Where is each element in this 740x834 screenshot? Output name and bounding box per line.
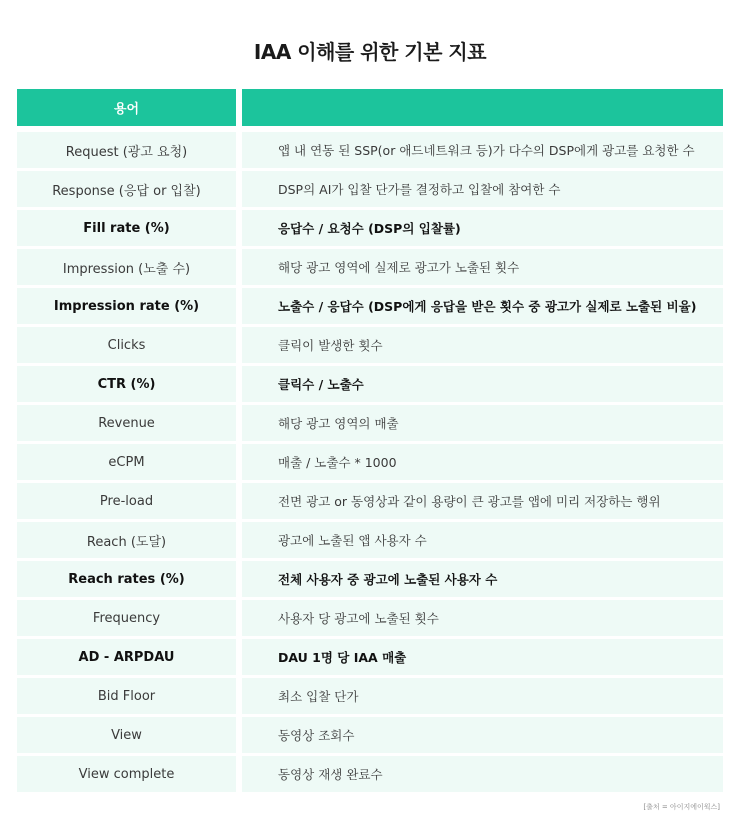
description-cell: 해당 광고 영역의 매출 [242,405,723,441]
header-term: 용어 [17,89,236,126]
description-cell: DAU 1명 당 IAA 매출 [242,639,723,675]
term-cell: Frequency [17,600,236,636]
description-cell: 전체 사용자 중 광고에 노출된 사용자 수 [242,561,723,597]
term-cell: View [17,717,236,753]
description-cell: 노출수 / 응답수 (DSP에게 응답을 받은 횟수 중 광고가 실제로 노출된 비율) [242,288,723,324]
description-cell: DSP의 AI가 입찰 단가를 결정하고 입찰에 참여한 수 [242,171,723,207]
table-row [17,249,723,285]
table-row [17,600,723,636]
description-cell: 앱 내 연동 된 SSP(or 애드네트워크 등)가 다수의 DSP에게 광고를 요청한 수 [242,132,723,168]
table-row [17,483,723,519]
header-description [242,89,723,126]
term-cell: Response (응답 or 입찰) [17,171,236,207]
table-row [17,717,723,753]
table-row [17,639,723,675]
table-row [17,327,723,363]
term-cell: Fill rate (%) [17,210,236,246]
term-cell: AD - ARPDAU [17,639,236,675]
table-row [17,171,723,207]
table-row [17,678,723,714]
term-cell: Pre-load [17,483,236,519]
table-row [17,444,723,480]
description-cell: 클릭이 발생한 횟수 [242,327,723,363]
term-cell: Reach (도달) [17,522,236,558]
description-cell: 클릭수 / 노출수 [242,366,723,402]
term-cell: eCPM [17,444,236,480]
page-title: IAA 이해를 위한 기본 지표 [253,40,487,64]
term-cell: Bid Floor [17,678,236,714]
term-cell: CTR (%) [17,366,236,402]
description-cell: 해당 광고 영역에 실제로 광고가 노출된 횟수 [242,249,723,285]
description-cell: 최소 입찰 단가 [242,678,723,714]
term-cell: Reach rates (%) [17,561,236,597]
table-row [17,210,723,246]
term-cell: Impression (노출 수) [17,249,236,285]
description-cell: 사용자 당 광고에 노출된 횟수 [242,600,723,636]
table-row [17,561,723,597]
term-cell: View complete [17,756,236,792]
table-header [17,89,723,126]
term-cell: Revenue [17,405,236,441]
table-row [17,756,723,792]
table-row [17,405,723,441]
description-cell: 동영상 재생 완료수 [242,756,723,792]
term-cell: Request (광고 요청) [17,132,236,168]
table-row [17,366,723,402]
description-cell: 광고에 노출된 앱 사용자 수 [242,522,723,558]
description-cell: 전면 광고 or 동영상과 같이 용량이 큰 광고를 앱에 미리 저장하는 행위 [242,483,723,519]
table-row [17,522,723,558]
term-cell: Clicks [17,327,236,363]
description-cell: 응답수 / 요청수 (DSP의 입찰률) [242,210,723,246]
table-row [17,288,723,324]
source-credit: [출처 = 아이지에이웍스] [643,803,720,811]
description-cell: 매출 / 노출수 * 1000 [242,444,723,480]
metrics-table [17,89,723,795]
term-cell: Impression rate (%) [17,288,236,324]
table-row [17,132,723,168]
description-cell: 동영상 조회수 [242,717,723,753]
